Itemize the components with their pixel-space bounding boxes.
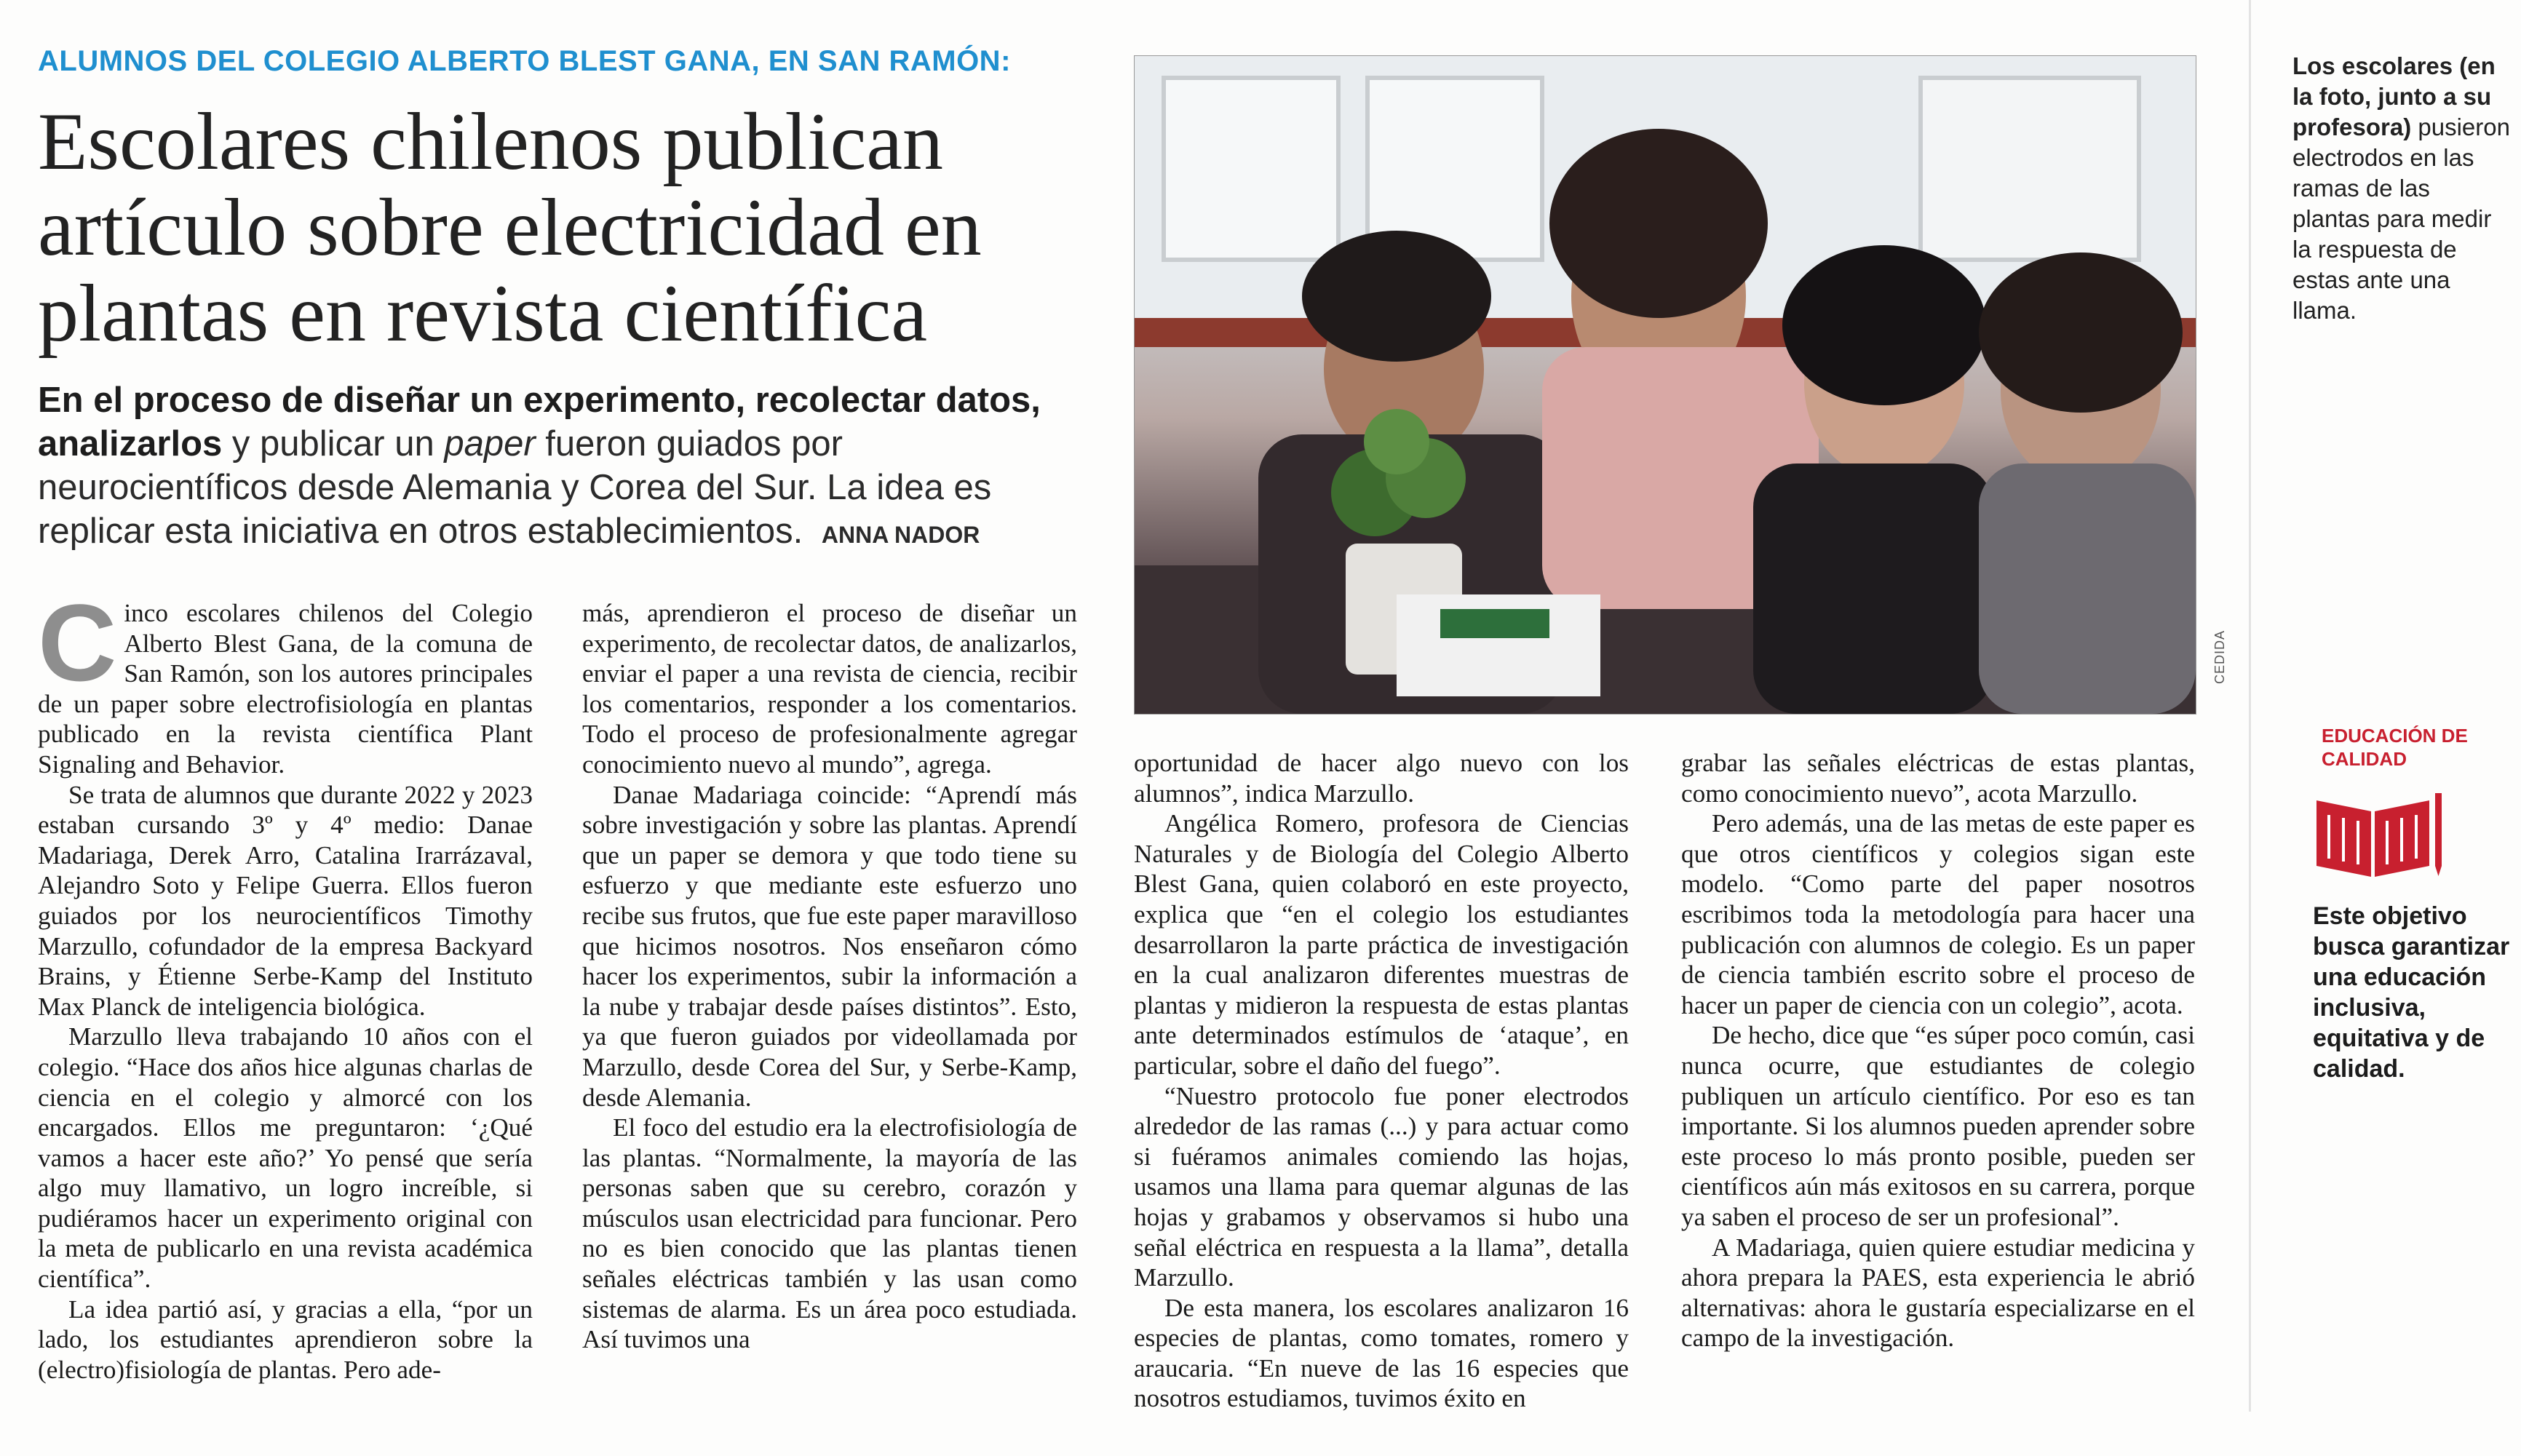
paragraph: La idea partió así, y gracias a ella, “por un lado, los estudiantes aprendieron sobre la (electro)fisiología de plantas. Pero ade-: [38, 1294, 533, 1384]
paragraph: Se trata de alumnos que durante 2022 y 2023 estaban cursando 3º y 4º medio: Danae Madariaga, Derek Arro, Catalina Irarrázaval, Alejandro Soto y Felipe Guerra. Ellos fueron guiados por los neurocientíficos Timothy Marzullo, cofundador de la empresa Backyard Brains, y Étienne Serbe-Kamp del Instituto Max Planck de inteligencia biológica.: [38, 780, 533, 1021]
paragraph: más, aprendieron el proceso de diseñar un experimento, de recolectar datos, de analizarlos, enviar el paper a una revista de ciencia, recibir los comentarios, responder a los comentarios. Todo el proceso de profesionalmente agregar conocimiento nuevo al mundo”, agrega.: [582, 599, 1077, 779]
paragraph: Angélica Romero, profesora de Ciencias Naturales y de Biología del Colegio Alberto Blest Gana, quien colaboró en este proyecto, explica que “en el colegio los estudiantes desarrollaron la parte práctica de investigación en la cual analizaron diferentes muestras de plantas y midieron la respuesta de estas plantas ante determinados estímulos de ‘ataque’, en particular, sobre el daño del fuego”.: [1134, 809, 1629, 1080]
paragraph: De hecho, dice que “es súper poco común, casi nunca ocurre, que estudiantes de colegio publiquen un artículo científico. Por eso es tan importante. Si los alumnos pueden aprender sobre este proceso lo más pronto posible, pueden ser científicos aún más exitosos en su carrera, porque ya saben el proceso de ser un profesional”.: [1681, 1021, 2195, 1231]
sdg-description: Este objetivo busca garantizar una educación inclusiva, equitativa y de calidad.: [2313, 902, 2510, 1083]
paragraph: Pero además, una de las metas de este paper es que otros científicos y colegios sigan este modelo. “Como parte del paper nosotros escribimos toda la metodología para hacer una publicación con alumnos de colegio. Es un paper de ciencia también escrito sobre el proceso de hacer un paper de ciencia con un colegio”, acota.: [1681, 809, 2195, 1019]
paragraph: [38, 581, 533, 780]
paragraph: oportunidad de hacer algo nuevo con los alumnos”, indica Marzullo.: [1134, 749, 1629, 808]
caption-bold: Los escolares (en la foto, junto a su profesora): [2292, 52, 2496, 140]
dropcap: C: [38, 581, 117, 704]
paragraph-text: inco escolares chilenos del Colegio Alberto Blest Gana, de la comuna de San Ramón, son los autores principales de un paper sobre electrofisiología en plantas publicado en la revista científica Plant Signaling and Behavior.: [38, 599, 533, 779]
paragraph: Danae Madariaga coincide: “Aprendí más sobre investigación y sobre las plantas. Aprendí que un paper se demora y que todo tiene su esfuerzo y que mediante este esfuerzo uno recibe sus frutos, que fue este paper maravilloso que hicimos nosotros. Nos enseñaron cómo hacer los experimentos, subir la información a la nube y trabajar desde países distintos”. Esto, ya que fueron guiados por videollamada por Marzullo, desde Corea del Sur, y Serbe-Kamp, desde Alemania.: [582, 780, 1077, 1112]
column-3: [1134, 748, 1629, 1414]
kicker: ALUMNOS DEL COLEGIO ALBERTO BLEST GANA, EN SAN RAMÓN:: [38, 45, 1011, 77]
paragraph: El foco del estudio era la electrofisiología de las plantas. “Normalmente, la mayoría de las personas saben que su cerebro, corazón y músculos usan electricidad para funcionar. Pero no es bien conocido que las plantas tienen señales eléctricas también y las usan como sistemas de alarma. Es un área poco estudiada. Así tuvimos una: [582, 1113, 1077, 1354]
caption-text: pusieron electrodos en las ramas de las plantas para medir la respuesta de estas ante una llama.: [2292, 114, 2510, 324]
paragraph: grabar las señales eléctricas de estas plantas, como conocimiento nuevo”, acota Marzullo.: [1681, 749, 2195, 808]
deck: [38, 378, 1100, 557]
column-1: [38, 581, 533, 1385]
paragraph: De esta manera, los escolares analizaron 16 especies de plantas, como tomates, romero y araucaria. “En nueve de las 16 especies que nosotros estudiamos, tuvimos éxito en: [1134, 1293, 1629, 1413]
article-photo: [1134, 55, 2196, 715]
paragraph: “Nuestro protocolo fue poner electrodos alrededor de las ramas (...) y para actuar como si fuéramos animales comiendo las hojas, usamos una llama para quemar algunas de las hojas y grabamos y observamos si hubo una señal eléctrica en respuesta a la llama”, detalla Marzullo.: [1134, 1081, 1629, 1292]
photo-credit: CEDIDA: [2212, 629, 2227, 684]
column-4: [1681, 748, 2195, 1353]
column-divider: [2249, 0, 2251, 1412]
deck-text1: y publicar un: [222, 424, 445, 464]
column-2: [582, 598, 1077, 1355]
deck-bold: En el proceso de diseñar un experimento, recolectar datos, analizarlos: [38, 381, 1041, 464]
headline: Escolares chilenos publican artículo sobre electricidad en plantas en revista científica: [38, 97, 982, 359]
deck-italic: paper: [444, 424, 536, 464]
sdg-label: EDUCACIÓN DE CALIDAD: [2322, 725, 2468, 770]
paragraph: Marzullo lleva trabajando 10 años con el colegio. “Hace dos años hice algunas charlas de ciencia en el colegio y almorcé con los encargados. Ellos me preguntaron: ‘¿Qué vamos a hacer este año?’ Yo pensé que sería algo muy llamativo, un logro increíble, si pudiéramos hacer un experimento original con la meta de publicarlo en una revista académica científica”.: [38, 1022, 533, 1294]
byline: ANNA NADOR: [821, 522, 980, 548]
photo-caption: [2292, 51, 2511, 326]
open-book-pencil-icon: [2313, 786, 2444, 880]
deck-text2: fueron guiados por neurocientíficos desde Alemania y Corea del Sur. La idea es replicar esta iniciativa en otros establecimientos.: [38, 424, 992, 551]
photo-illustration: [1135, 56, 2196, 714]
paragraph: A Madariaga, quien quiere estudiar medicina y ahora prepara la PAES, esta experiencia le abrió alternativas: ahora le gustaría especializarse en el campo de la investigación.: [1681, 1233, 2195, 1353]
